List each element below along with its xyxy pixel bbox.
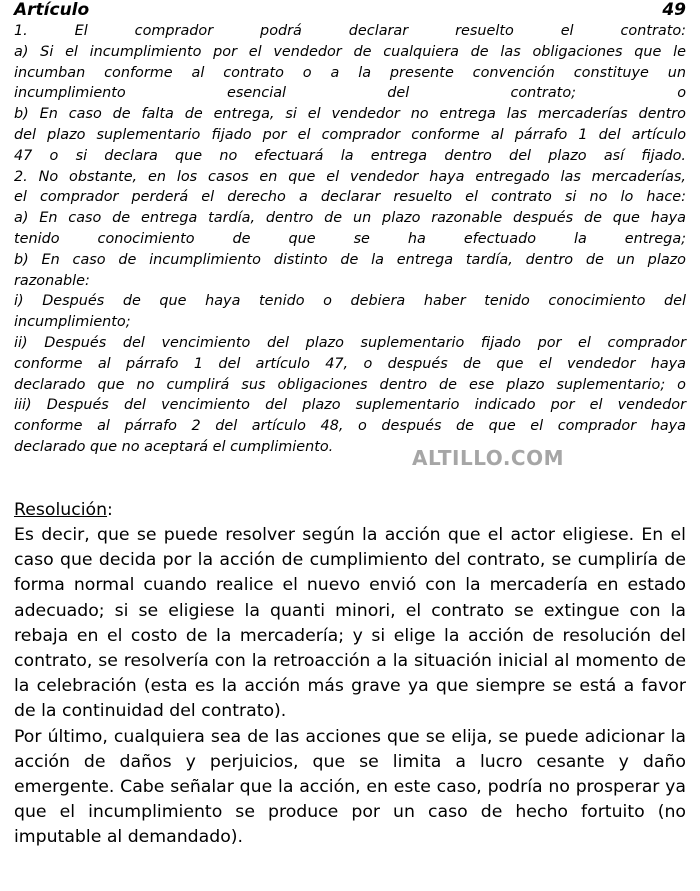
article-text: [14, 21, 686, 458]
resolution-title-colon: :: [107, 499, 113, 520]
article-line: iii) Después del vencimiento del plazo suplementario indicado por el vendedor: [14, 397, 686, 414]
article-line: 2. No obstante, en los casos en que el vendedor haya entregado las mercaderías,: [14, 168, 686, 185]
article-line: ii) Después del vencimiento del plazo suplementario fijado por el comprador: [14, 334, 686, 351]
article-line: conforme al párrafo 2 del artículo 48, o después de que el comprador haya: [14, 418, 686, 435]
document-page: [14, 0, 686, 851]
article-line: b) En caso de incumplimiento distinto de la entrega tardía, dentro de un plazo: [14, 251, 686, 268]
article-line: conforme al párrafo 1 del artículo 47, o después de que el vendedor haya: [14, 355, 686, 372]
article-line: i) Después de que haya tenido o debiera haber tenido conocimiento del: [14, 293, 686, 310]
article-line: b) En caso de falta de entrega, si el vendedor no entrega las mercaderías dentro: [14, 106, 686, 123]
watermark-logo: ALTILLO.COM: [412, 445, 565, 470]
article-line: declarado que no aceptará el cumplimiento.: [14, 438, 334, 455]
article-line: a) Si el incumplimiento por el vendedor de cualquiera de las obligaciones que le: [14, 43, 686, 60]
article-line: incumplimiento esencial del contrato; o: [14, 85, 686, 102]
article-line: 47 o si declara que no efectuará la entrega dentro del plazo así fijado.: [14, 147, 686, 164]
resolution-section: [14, 498, 686, 851]
article-header: [14, 0, 686, 21]
resolution-title: Resolución: [14, 499, 108, 520]
article-line: 1. El comprador podrá declarar resuelto el contrato:: [14, 23, 686, 39]
article-heading: Artículo: [14, 0, 90, 20]
resolution-paragraph: Es decir, que se puede resolver según la acción que el actor eligiese. En el caso que decida por la acción de cumplimiento del contrato, se cumpliría de forma normal cuando realice el nuevo envió con la mercadería en estado adecuado; si se eligiese la quanti minori, el contrato se extingue con la rebaja en el costo de la mercadería; y si elige la acción de resolución del contrato, se resolvería con la retroacción a la situación inicial al momento de la celebración (esta es la acción más grave ya que siempre se está a favor de la continuidad del contrato).: [14, 524, 686, 722]
article-line: declarado que no cumplirá sus obligaciones dentro de ese plazo suplementario; o: [14, 376, 686, 393]
article-line: incumplimiento;: [14, 314, 131, 331]
article-line: el comprador perderá el derecho a declarar resuelto el contrato si no lo hace:: [14, 189, 686, 206]
resolution-heading: [14, 498, 686, 523]
article-line: a) En caso de entrega tardía, dentro de un plazo razonable después de que haya: [14, 210, 686, 227]
article-line: tenido conocimiento de que se ha efectuado la entrega;: [14, 230, 686, 247]
article-line: incumban conforme al contrato o a la presente convención constituye un: [14, 64, 686, 81]
article-number: 49: [662, 0, 686, 20]
article-line: del plazo suplementario fijado por el comprador conforme al párrafo 1 del artículo: [14, 126, 686, 143]
resolution-paragraph: Por último, cualquiera sea de las acciones que se elija, se puede adicionar la acción de daños y perjuicios, que se limita a lucro cesante y daño emergente. Cabe señalar que la acción, en este caso, podría no prosperar ya que el incumplimiento se produce por un caso de hecho fortuito (no imputable al demandado).: [14, 726, 686, 848]
article-line: razonable:: [14, 272, 90, 289]
